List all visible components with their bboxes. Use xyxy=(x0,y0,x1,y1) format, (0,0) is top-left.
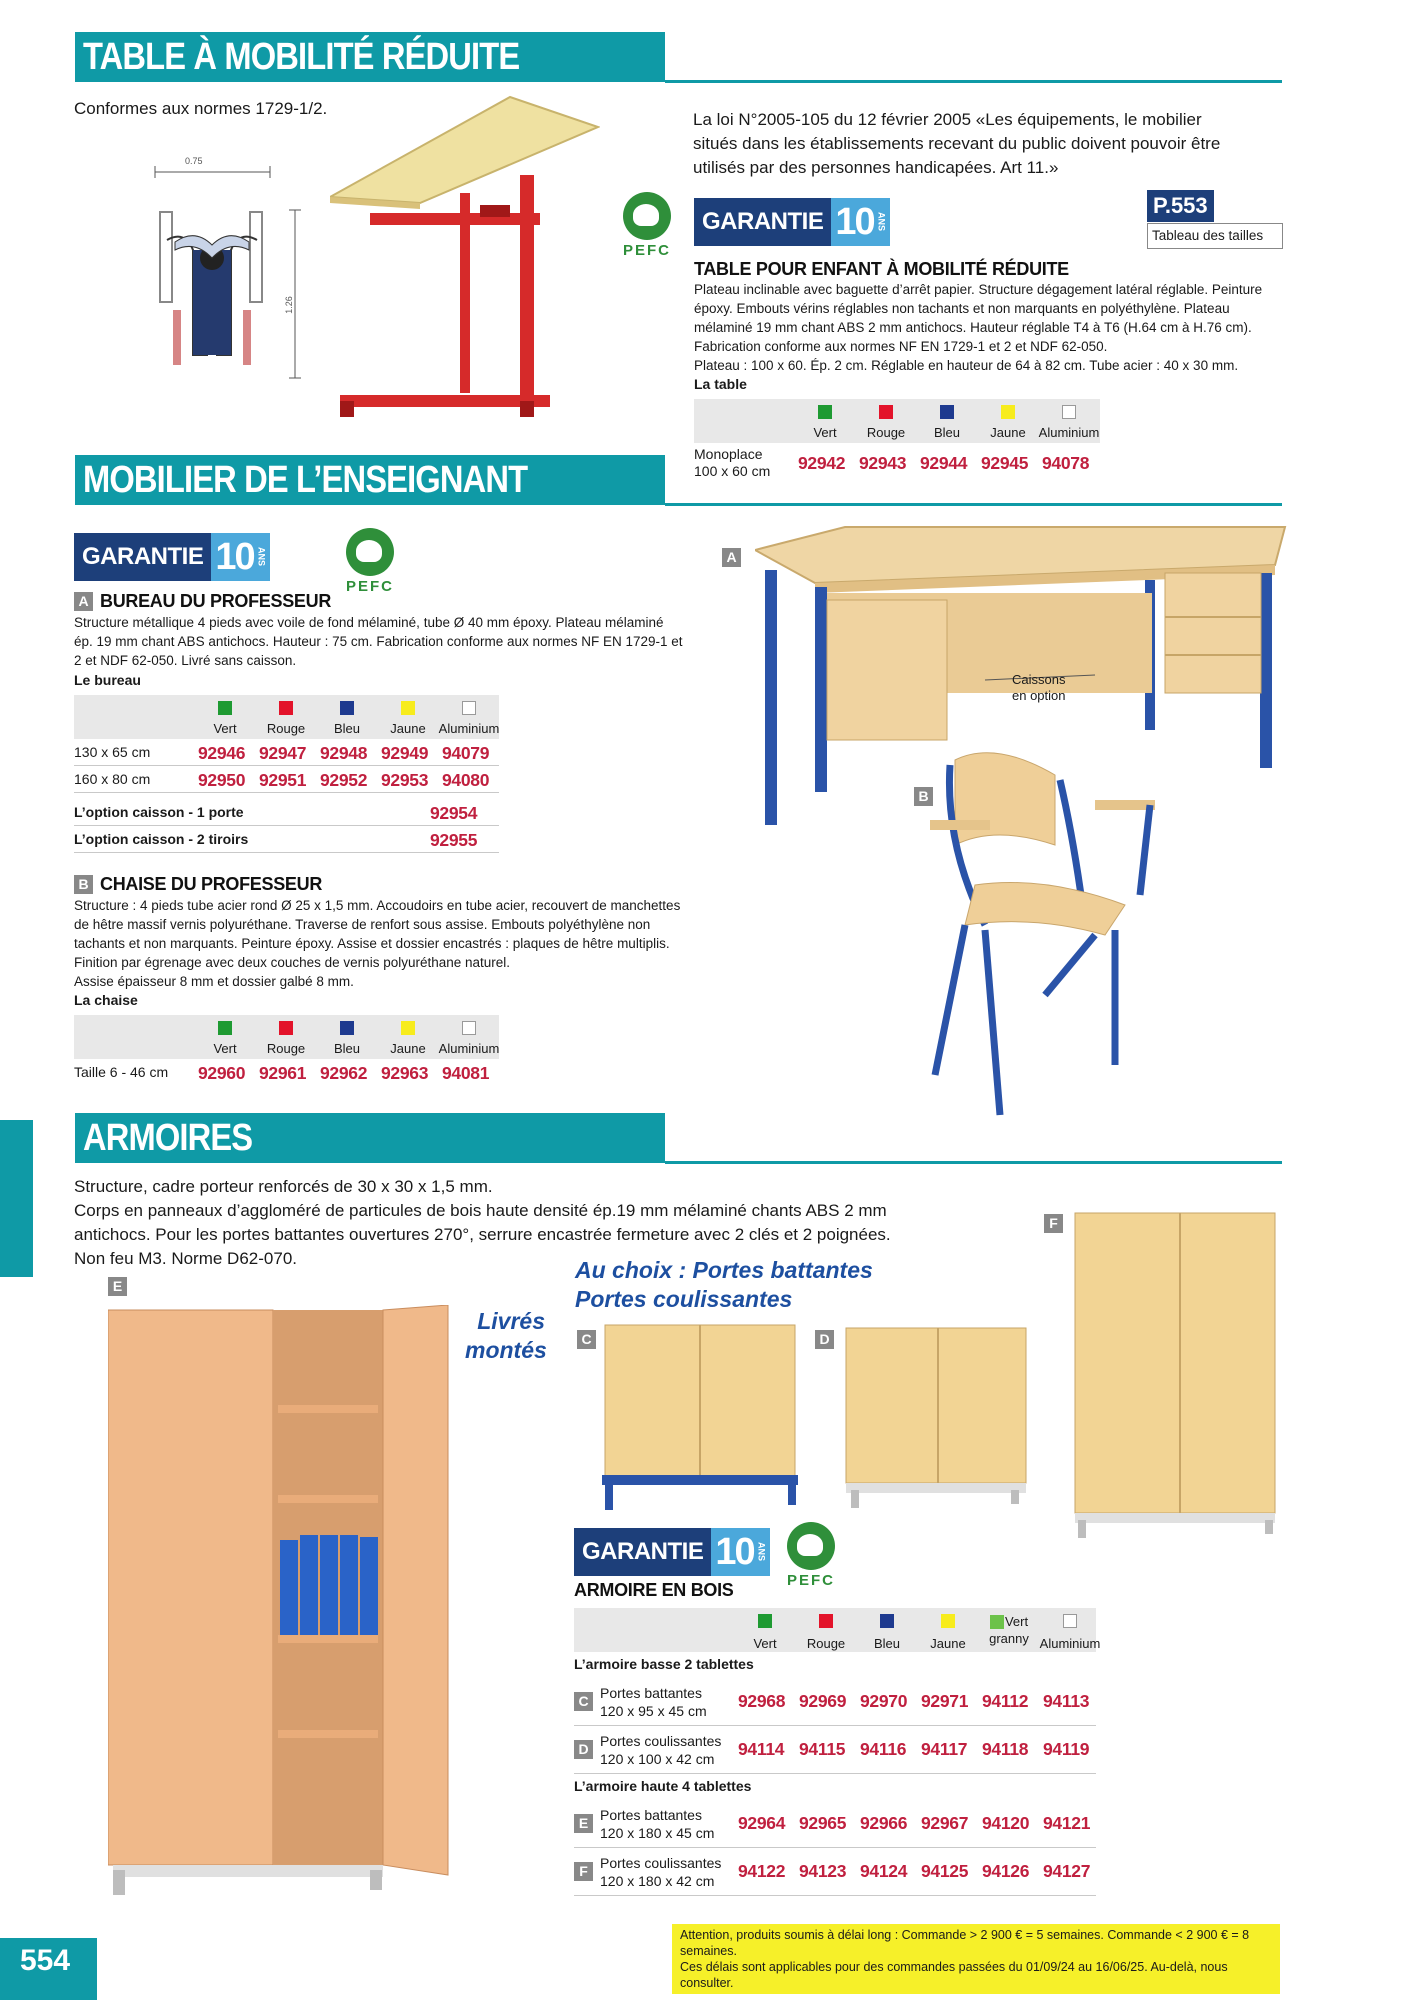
letter-c-image-badge: C xyxy=(577,1330,596,1349)
letter-d-image-badge: D xyxy=(815,1330,834,1349)
row-letter-badge: C xyxy=(574,1692,593,1711)
garantie-label: GARANTIE xyxy=(74,533,211,581)
bureau-sublabel: Le bureau xyxy=(74,672,141,688)
product-code[interactable]: 94081 xyxy=(442,1063,490,1083)
option-row xyxy=(74,826,499,853)
col-label: Vert xyxy=(753,1636,777,1651)
side-tab xyxy=(0,1120,33,1277)
choice-line: Au choix : Portes battantes xyxy=(575,1257,873,1283)
caisson-note xyxy=(1012,672,1066,704)
product-code[interactable]: 92969 xyxy=(799,1691,847,1711)
section-title-table-mobilite: TABLE À MOBILITÉ RÉDUITE xyxy=(75,32,665,82)
product-code[interactable]: 94114 xyxy=(738,1739,785,1759)
bleu-swatch-icon xyxy=(940,405,954,419)
row-label: 130 x 65 cm xyxy=(74,744,151,760)
col-label: Rouge xyxy=(806,1636,846,1651)
jaune-swatch-icon xyxy=(1001,405,1015,419)
col-aluminium xyxy=(1038,399,1100,443)
product-title-chaise: CHAISE DU PROFESSEUR xyxy=(100,874,323,894)
product-code[interactable]: 92962 xyxy=(320,1063,368,1083)
col-aluminium xyxy=(1039,1608,1101,1652)
letter-a-image-badge: A xyxy=(722,548,741,567)
group-label: L’armoire basse 2 tablettes xyxy=(574,1656,754,1672)
product-code[interactable]: 92964 xyxy=(738,1813,786,1833)
col-label: Vert xyxy=(813,425,837,440)
armoire-d-image xyxy=(843,1325,1028,1510)
row-label-line: 120 x 180 x 42 cm xyxy=(600,1873,715,1889)
row-letter-badge: D xyxy=(574,1740,593,1759)
letter-f-image-badge: F xyxy=(1044,1214,1063,1233)
product-code[interactable]: 92947 xyxy=(259,743,307,763)
col-vert xyxy=(794,399,856,443)
col-jaune xyxy=(377,695,439,739)
color-table-table xyxy=(694,399,1100,483)
product-code[interactable]: 92953 xyxy=(381,770,429,790)
col-label: Aluminium xyxy=(1038,425,1100,440)
table-row xyxy=(574,1678,1096,1726)
dim-width-label: 0.75 xyxy=(185,156,203,166)
col-vert xyxy=(734,1608,796,1652)
col-rouge xyxy=(855,399,917,443)
product-code[interactable]: 92951 xyxy=(259,770,307,790)
product-code[interactable]: 92967 xyxy=(921,1813,969,1833)
aluminium-swatch-icon xyxy=(1062,405,1076,419)
desc-line: époxy. Embouts vérins réglables non tachants et non marquants en polyéthylène. Plateau xyxy=(694,301,1230,316)
table-sublabel: La table xyxy=(694,376,747,392)
product-code[interactable]: 94125 xyxy=(921,1861,969,1881)
col-label: Vert xyxy=(1004,1614,1029,1629)
choice-line: Portes coulissantes xyxy=(575,1286,793,1312)
garantie-ans: ANS xyxy=(876,198,890,246)
col-label: Rouge xyxy=(266,721,306,736)
col-label: Vert xyxy=(213,721,237,736)
row-label: Taille 6 - 46 cm xyxy=(74,1064,169,1080)
col-label: granny xyxy=(989,1631,1029,1646)
product-code[interactable]: 92949 xyxy=(381,743,429,763)
col-jaune xyxy=(917,1608,979,1652)
livres-line: Livrés xyxy=(477,1308,545,1334)
product-code[interactable]: 92954 xyxy=(430,803,478,823)
pefc-label: PEFC xyxy=(622,242,671,259)
col-aluminium xyxy=(438,695,500,739)
product-code[interactable]: 94113 xyxy=(1043,1691,1090,1711)
col-aluminium xyxy=(438,1015,500,1059)
vert-swatch-icon xyxy=(218,1021,232,1035)
aluminium-swatch-icon xyxy=(462,1021,476,1035)
product-code[interactable]: 92968 xyxy=(738,1691,786,1711)
col-bleu xyxy=(916,399,978,443)
product-code[interactable]: 92960 xyxy=(198,1063,246,1083)
vert-swatch-icon xyxy=(818,405,832,419)
col-label: Jaune xyxy=(390,1041,426,1056)
livres-montes-text xyxy=(465,1307,545,1365)
col-label: Jaune xyxy=(930,1636,966,1651)
col-label: Rouge xyxy=(266,1041,306,1056)
product-code[interactable]: 92942 xyxy=(798,453,846,473)
letter-a-badge: A xyxy=(74,592,93,611)
bleu-swatch-icon xyxy=(340,701,354,715)
table-row xyxy=(574,1848,1096,1896)
product-code[interactable]: 94117 xyxy=(921,1739,968,1759)
law-line: La loi N°2005-105 du 12 février 2005 «Les équipements, le mobilier xyxy=(693,110,1202,129)
color-table-header xyxy=(694,399,1100,443)
col-label: Aluminium xyxy=(1039,1636,1101,1651)
delivery-delay-note xyxy=(672,1924,1280,1994)
letter-e-image-badge: E xyxy=(108,1277,127,1296)
armoire-f-image xyxy=(1070,1210,1280,1540)
livres-line: montés xyxy=(465,1337,547,1363)
product-code[interactable]: 94124 xyxy=(860,1861,908,1881)
table-row xyxy=(574,1800,1096,1848)
table-mobilite-image xyxy=(330,95,600,430)
table-row xyxy=(574,1726,1096,1774)
choice-text xyxy=(575,1256,873,1314)
product-code[interactable]: 92944 xyxy=(920,453,968,473)
pefc-logo xyxy=(612,192,682,262)
col-label: Bleu xyxy=(873,1636,901,1651)
color-table-chaise xyxy=(74,1015,499,1086)
section-title-armoires: ARMOIRES xyxy=(75,1113,665,1163)
product-code[interactable]: 94121 xyxy=(1043,1813,1091,1833)
aluminium-swatch-icon xyxy=(1063,1614,1077,1628)
desc-line: de hêtre massif vernis polyuréthane. Traverse de renfort sous assise. Embouts polyéthylène non xyxy=(74,917,651,932)
col-jaune xyxy=(977,399,1039,443)
table-row xyxy=(74,1059,499,1086)
intro-line: antichocs. Pour les portes battantes ouvertures 270°, serrure encastrée fermeture avec 2 clés et 2 poignées. xyxy=(74,1225,891,1244)
col-bleu xyxy=(316,695,378,739)
chaise-sublabel: La chaise xyxy=(74,992,138,1008)
page-ref-label: Tableau des tailles xyxy=(1147,223,1283,249)
intro-line: Non feu M3. Norme D62-070. xyxy=(74,1249,297,1268)
row-label xyxy=(600,1732,721,1768)
pefc-logo xyxy=(776,1522,846,1592)
product-code[interactable]: 94112 xyxy=(982,1691,1029,1711)
product-code[interactable]: 92952 xyxy=(320,770,368,790)
row-label xyxy=(694,446,770,480)
dim-height-label: 1.26 xyxy=(283,296,294,314)
product-code[interactable]: 94116 xyxy=(860,1739,907,1759)
option-row xyxy=(74,799,499,826)
col-bleu xyxy=(856,1608,918,1652)
row-label xyxy=(600,1684,707,1720)
row-label: L’option caisson - 1 porte xyxy=(74,804,244,820)
col-label: Aluminium xyxy=(438,721,500,736)
product-code[interactable]: 92965 xyxy=(799,1813,847,1833)
product-code[interactable]: 92966 xyxy=(860,1813,908,1833)
table-row xyxy=(74,739,499,766)
caisson-note-line: en option xyxy=(1012,688,1066,703)
col-rouge xyxy=(255,695,317,739)
garantie-years: 10 xyxy=(831,198,875,246)
product-code[interactable]: 92971 xyxy=(921,1691,969,1711)
color-table-bureau xyxy=(74,695,499,853)
group-label: L’armoire haute 4 tablettes xyxy=(574,1778,752,1794)
col-vert xyxy=(194,695,256,739)
note-line: Ces délais sont applicables pour des commandes passées du 01/09/24 au 16/06/25. Au-delà, nous consulter. xyxy=(680,1960,1228,1990)
product-code[interactable]: 92963 xyxy=(381,1063,429,1083)
col-label: Vert xyxy=(213,1041,237,1056)
law-line: utilisés par des personnes handicapées. Art 11.» xyxy=(693,158,1059,177)
caisson-note-line: Caissons xyxy=(1012,672,1066,687)
section-underline xyxy=(665,80,1282,83)
col-label: Rouge xyxy=(866,425,906,440)
product-code[interactable]: 94120 xyxy=(982,1813,1030,1833)
product-code[interactable]: 94078 xyxy=(1042,453,1090,473)
row-label-line: 100 x 60 cm xyxy=(694,463,771,479)
group-row xyxy=(574,1774,1096,1800)
row-label-line: 120 x 180 x 45 cm xyxy=(600,1825,715,1841)
garantie-years: 10 xyxy=(711,1528,755,1576)
product-code[interactable]: 92961 xyxy=(259,1063,307,1083)
desc-line: mélaminé 19 mm chant ABS 2 mm antichocs. Hauteur réglable T4 à T6 (H.64 cm à H.76 cm). xyxy=(694,320,1252,335)
product-title-table: TABLE POUR ENFANT À MOBILITÉ RÉDUITE xyxy=(694,259,1069,279)
desc-line: Structure métallique 4 pieds avec voile de fond mélaminé, tube Ø 40 mm époxy. Plateau mélaminé xyxy=(74,615,664,630)
desc-line: Finition par égrenage avec deux couches de vernis polyuréthane naturel. xyxy=(74,955,511,970)
garantie-badge xyxy=(694,198,890,246)
garantie-years: 10 xyxy=(211,533,255,581)
table-row xyxy=(694,443,1100,483)
bleu-swatch-icon xyxy=(340,1021,354,1035)
product-description-table xyxy=(694,280,1294,375)
col-bleu xyxy=(316,1015,378,1059)
row-label xyxy=(600,1806,714,1842)
row-label-line: 120 x 95 x 45 cm xyxy=(600,1703,707,1719)
norms-text: Conformes aux normes 1729-1/2. xyxy=(74,99,328,118)
jaune-swatch-icon xyxy=(401,701,415,715)
section-title-mobilier: MOBILIER DE L’ENSEIGNANT xyxy=(75,455,665,505)
color-table-armoire xyxy=(574,1608,1101,1896)
col-rouge xyxy=(795,1608,857,1652)
color-table-header xyxy=(574,1608,1101,1652)
product-code[interactable]: 94126 xyxy=(982,1861,1030,1881)
section-underline xyxy=(665,503,1282,506)
product-code[interactable]: 92955 xyxy=(430,830,478,850)
bleu-swatch-icon xyxy=(880,1614,894,1628)
vert-swatch-icon xyxy=(218,701,232,715)
col-label: Jaune xyxy=(390,721,426,736)
row-letter-badge: F xyxy=(574,1862,593,1881)
pefc-tree-icon xyxy=(346,528,394,576)
col-label: Jaune xyxy=(990,425,1026,440)
product-code[interactable]: 94118 xyxy=(982,1739,1029,1759)
desc-line: Fabrication conforme aux normes NF EN 1729-1 et 2 et NDF 62-050. xyxy=(694,339,1108,354)
group-row xyxy=(574,1652,1096,1678)
pefc-tree-icon xyxy=(787,1522,835,1570)
row-label-line: Monoplace xyxy=(694,446,763,462)
col-label: Bleu xyxy=(333,1041,361,1056)
desc-line: Plateau inclinable avec baguette d’arrêt papier. Structure dégagement latéral réglable. Peinture xyxy=(694,282,1263,297)
law-line: situés dans les établissements recevant du public doivent pouvoir être xyxy=(693,134,1221,153)
section-underline xyxy=(665,1161,1282,1164)
intro-line: Structure, cadre porteur renforcés de 30 x 30 x 1,5 mm. xyxy=(74,1177,493,1196)
page-ref-badge[interactable]: P.553 xyxy=(1147,190,1214,222)
product-code[interactable]: 94115 xyxy=(799,1739,846,1759)
row-label-line: Portes coulissantes xyxy=(600,1855,722,1871)
jaune-swatch-icon xyxy=(401,1021,415,1035)
pefc-label: PEFC xyxy=(345,578,394,595)
product-description-bureau xyxy=(74,613,683,670)
garantie-badge xyxy=(74,533,270,581)
garantie-label: GARANTIE xyxy=(574,1528,711,1576)
product-code[interactable]: 94122 xyxy=(738,1861,786,1881)
chaise-image xyxy=(925,745,1170,1120)
col-vert-granny xyxy=(978,1608,1040,1652)
vert-swatch-icon xyxy=(758,1614,772,1628)
row-label-line: Portes coulissantes xyxy=(600,1733,722,1749)
rouge-swatch-icon xyxy=(879,405,893,419)
row-label: L’option caisson - 2 tiroirs xyxy=(74,831,249,847)
color-table-header xyxy=(74,1015,499,1059)
col-label: Bleu xyxy=(333,721,361,736)
row-letter-badge: E xyxy=(574,1814,593,1833)
product-code[interactable]: 94079 xyxy=(442,743,490,763)
product-code[interactable]: 92945 xyxy=(981,453,1029,473)
jaune-swatch-icon xyxy=(941,1614,955,1628)
aluminium-swatch-icon xyxy=(462,701,476,715)
desc-line: 2 et NDF 62-050. Livré sans caisson. xyxy=(74,653,297,668)
row-label: 160 x 80 cm xyxy=(74,771,151,787)
product-code[interactable]: 94080 xyxy=(442,770,490,790)
rouge-swatch-icon xyxy=(279,701,293,715)
row-label-line: Portes battantes xyxy=(600,1807,702,1823)
desc-line: Structure : 4 pieds tube acier rond Ø 25 x 1,5 mm. Accoudoirs en tube acier, recouvert de manchettes xyxy=(74,898,681,913)
letter-b-image-badge: B xyxy=(914,787,933,806)
col-label: Aluminium xyxy=(438,1041,500,1056)
col-vert xyxy=(194,1015,256,1059)
vert-granny-swatch-icon xyxy=(990,1615,1004,1629)
product-description-chaise xyxy=(74,896,680,991)
row-label xyxy=(600,1854,721,1890)
pefc-logo xyxy=(335,528,405,598)
law-text xyxy=(693,108,1220,180)
letter-b-badge: B xyxy=(74,875,93,894)
note-line: Attention, produits soumis à délai long : Commande > 2 900 € = 5 semaines. Commande < 2 900 € = 8 semaines. xyxy=(680,1928,1250,1958)
desc-line: tachants et non marquants. Peinture époxy. Assise et dossier encastrés : plaques de hêtre multiplis. xyxy=(74,936,670,951)
pefc-tree-icon xyxy=(623,192,671,240)
product-title-bureau: BUREAU DU PROFESSEUR xyxy=(100,591,332,611)
pefc-label: PEFC xyxy=(786,1572,835,1589)
garantie-ans: ANS xyxy=(256,533,270,581)
product-title-armoire: ARMOIRE EN BOIS xyxy=(574,1580,734,1600)
color-table-header xyxy=(74,695,499,739)
armoire-e-image xyxy=(108,1305,453,1905)
garantie-badge xyxy=(574,1528,770,1576)
product-code[interactable]: 92948 xyxy=(320,743,368,763)
row-label-line: 120 x 100 x 42 cm xyxy=(600,1751,715,1767)
col-label: Bleu xyxy=(933,425,961,440)
desc-line: ép. 19 mm chant ABS antichocs. Hauteur : 75 cm. Fabrication conforme aux normes NF EN 1729-1 et xyxy=(74,634,683,649)
row-label-line: Portes battantes xyxy=(600,1685,702,1701)
rouge-swatch-icon xyxy=(819,1614,833,1628)
product-code[interactable]: 92943 xyxy=(859,453,907,473)
product-code[interactable]: 94123 xyxy=(799,1861,847,1881)
armoire-c-image xyxy=(600,1320,800,1515)
product-code[interactable]: 92946 xyxy=(198,743,246,763)
page-number: 554 xyxy=(0,1938,97,2000)
product-code[interactable]: 94127 xyxy=(1043,1861,1091,1881)
product-code[interactable]: 92950 xyxy=(198,770,246,790)
wheelchair-diagram xyxy=(145,150,310,385)
garantie-ans: ANS xyxy=(756,1528,770,1576)
intro-line: Corps en panneaux d’aggloméré de particules de bois haute densité ép.19 mm mélaminé chants ABS 2 mm xyxy=(74,1201,887,1220)
garantie-label: GARANTIE xyxy=(694,198,831,246)
col-jaune xyxy=(377,1015,439,1059)
rouge-swatch-icon xyxy=(279,1021,293,1035)
desc-line: Assise épaisseur 8 mm et dossier galbé 8 mm. xyxy=(74,974,354,989)
desc-line: Plateau : 100 x 60. Ép. 2 cm. Réglable en hauteur de 64 à 82 cm. Tube acier : 40 x 30 mm. xyxy=(694,358,1239,373)
product-code[interactable]: 92970 xyxy=(860,1691,908,1711)
product-code[interactable]: 94119 xyxy=(1043,1739,1090,1759)
col-rouge xyxy=(255,1015,317,1059)
table-row xyxy=(74,766,499,793)
